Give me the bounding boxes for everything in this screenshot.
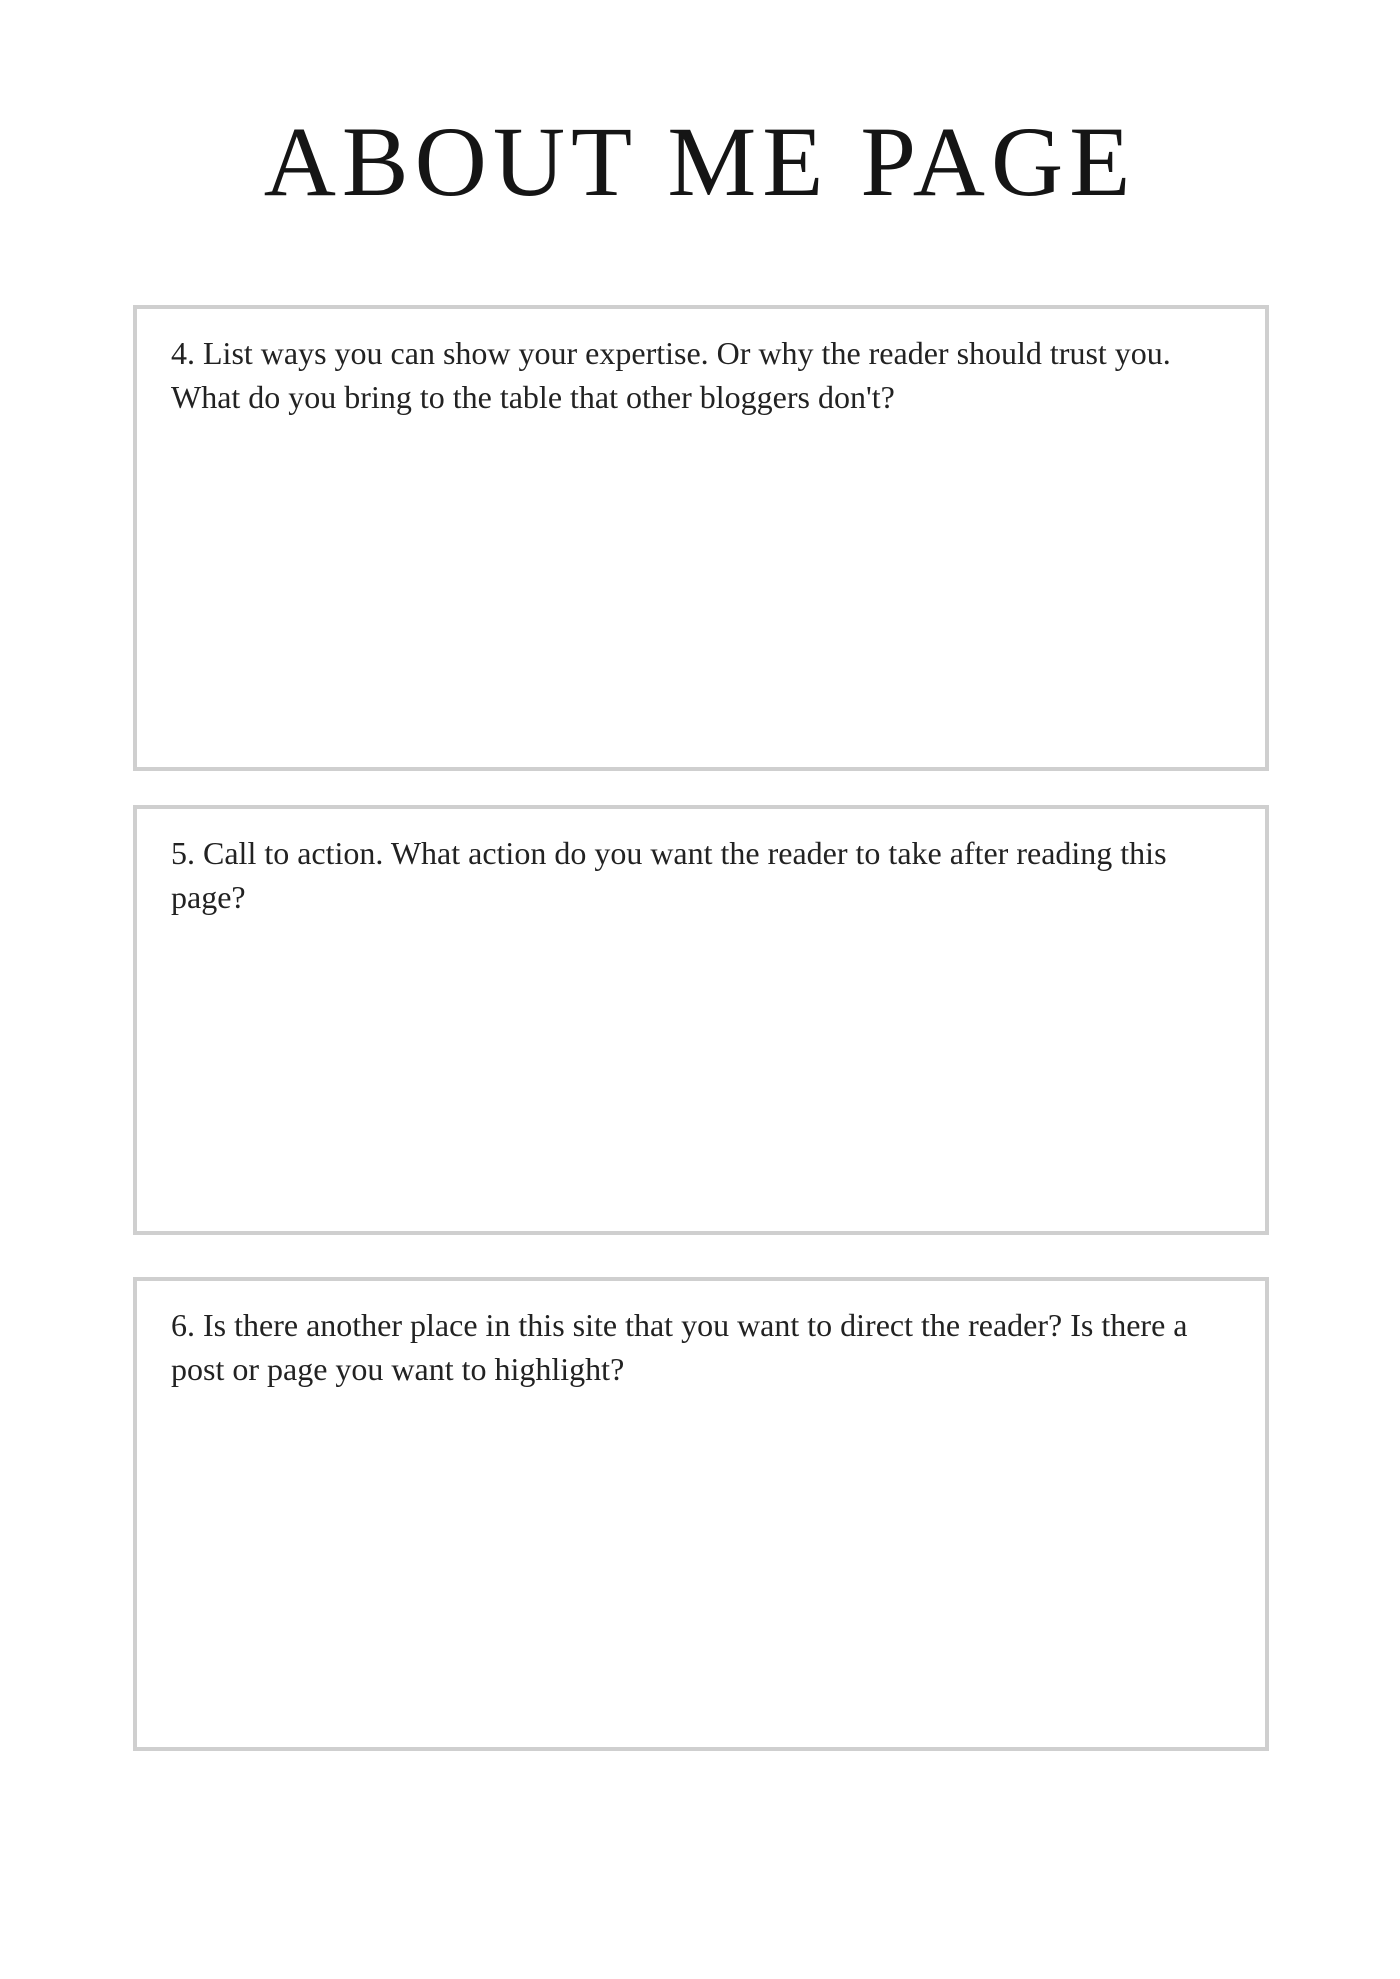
page-title: ABOUT ME PAGE [263,106,1137,217]
answer-area[interactable] [167,1401,1235,1727]
answer-area[interactable] [167,929,1235,1211]
prompt-text: 5. Call to action. What action do you want the reader to take after reading this page? [171,835,1167,915]
prompt-box-expertise [133,305,1269,771]
answer-area[interactable] [167,429,1235,747]
prompt-box-highlight [133,1277,1269,1751]
prompt-text: 4. List ways you can show your expertise. Or why the reader should trust you. What do you bring to the table that other bloggers don't? [171,335,1171,415]
prompt-text: 6. Is there another place in this site that you want to direct the reader? Is there a post or page you want to highlight? [171,1307,1188,1387]
prompt-box-call-to-action [133,805,1269,1235]
